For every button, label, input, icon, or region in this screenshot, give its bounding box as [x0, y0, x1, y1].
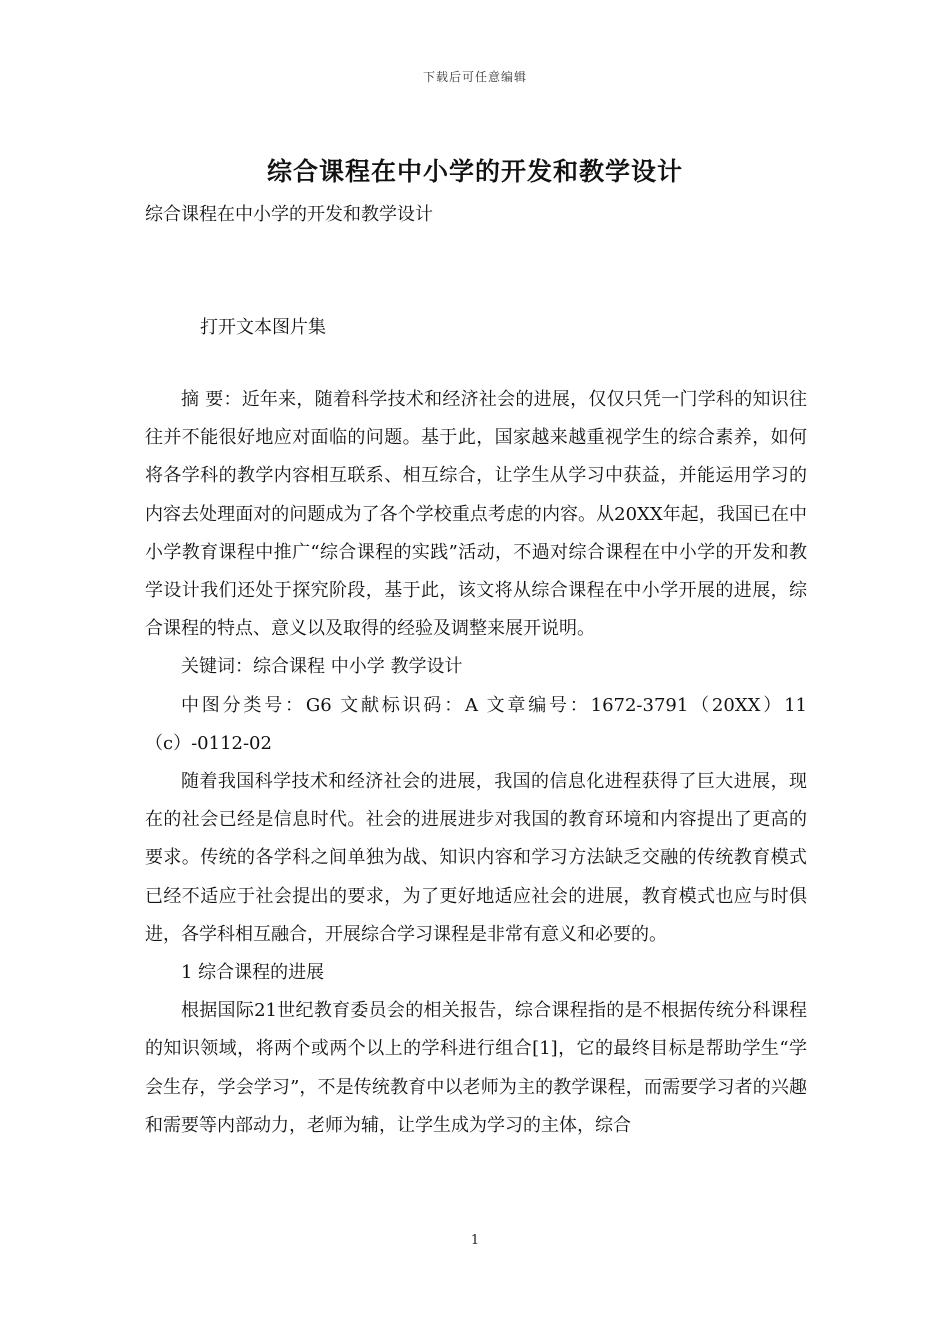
keywords-paragraph: 关键词：综合课程 中小学 教学设计 [181, 656, 463, 678]
abstract-paragraph: 摘 要：近年来，随着科学技术和经济社会的进展，仅仅只凭一门学科的知识往往并不能很好地应对面临的问题。基于此，国家越来越重视学生的综合素养，如何将各学科的教学内容相互联系、相互综合，让学生从学习中获益，并能运用学习的内容去处理面对的问题成为了各个学校重点考虑的内容。从20XX年起，我国已在中小学教育课程中推广“综合课程的实践”活动，不過对综合课程在中小学的开发和教学设计我们还处于探究阶段，基于此，该文将从综合课程在中小学开展的进展，综合课程的特点、意义以及取得的经验及调整来展开说明。 [145, 389, 807, 640]
body-paragraph: 随着我国科学技术和经济社会的进展，我国的信息化进程获得了巨大进展，现在的社会已经是信息时代。社会的进展进步对我国的教育环境和内容提出了更高的要求。传统的各学科之间单独为战、知识内容和学习方法缺乏交融的传统教育模式已经不适应于社会提出的要求，为了更好地适应社会的进展，教育模式也应与时俱进，各学科相互融合，开展综合学习课程是非常有意义和必要的。 [145, 771, 807, 945]
open-image-gallery-link[interactable]: 打开文本图片集 [200, 317, 326, 338]
header-note: 下载后可任意编辑 [422, 70, 527, 84]
page-number: 1 [470, 1233, 480, 1248]
document-body [145, 381, 807, 1145]
section-heading: 1 综合课程的进展 [181, 962, 325, 984]
body-paragraph: 根据国际21世纪教育委员会的相关报告，综合课程指的是不根据传统分科课程的知识领域，将两个或两个以上的学科进行组合[1]，它的最终目标是帮助学生“学会生存，学会学习”，不是传统教育中以老师为主的教学课程，而需要学习者的兴趣和需要等内部动力，老师为辅，让学生成为学习的主体，综合 [145, 1000, 807, 1136]
classification-paragraph: 中图分类号：G6 文献标识码：A 文章编号：1672-3791（20XX）11（c）-0112-02 [145, 694, 807, 754]
document-title: 综合课程在中小学的开发和教学设计 [266, 157, 683, 186]
document-subtitle: 综合课程在中小学的开发和教学设计 [145, 204, 433, 225]
